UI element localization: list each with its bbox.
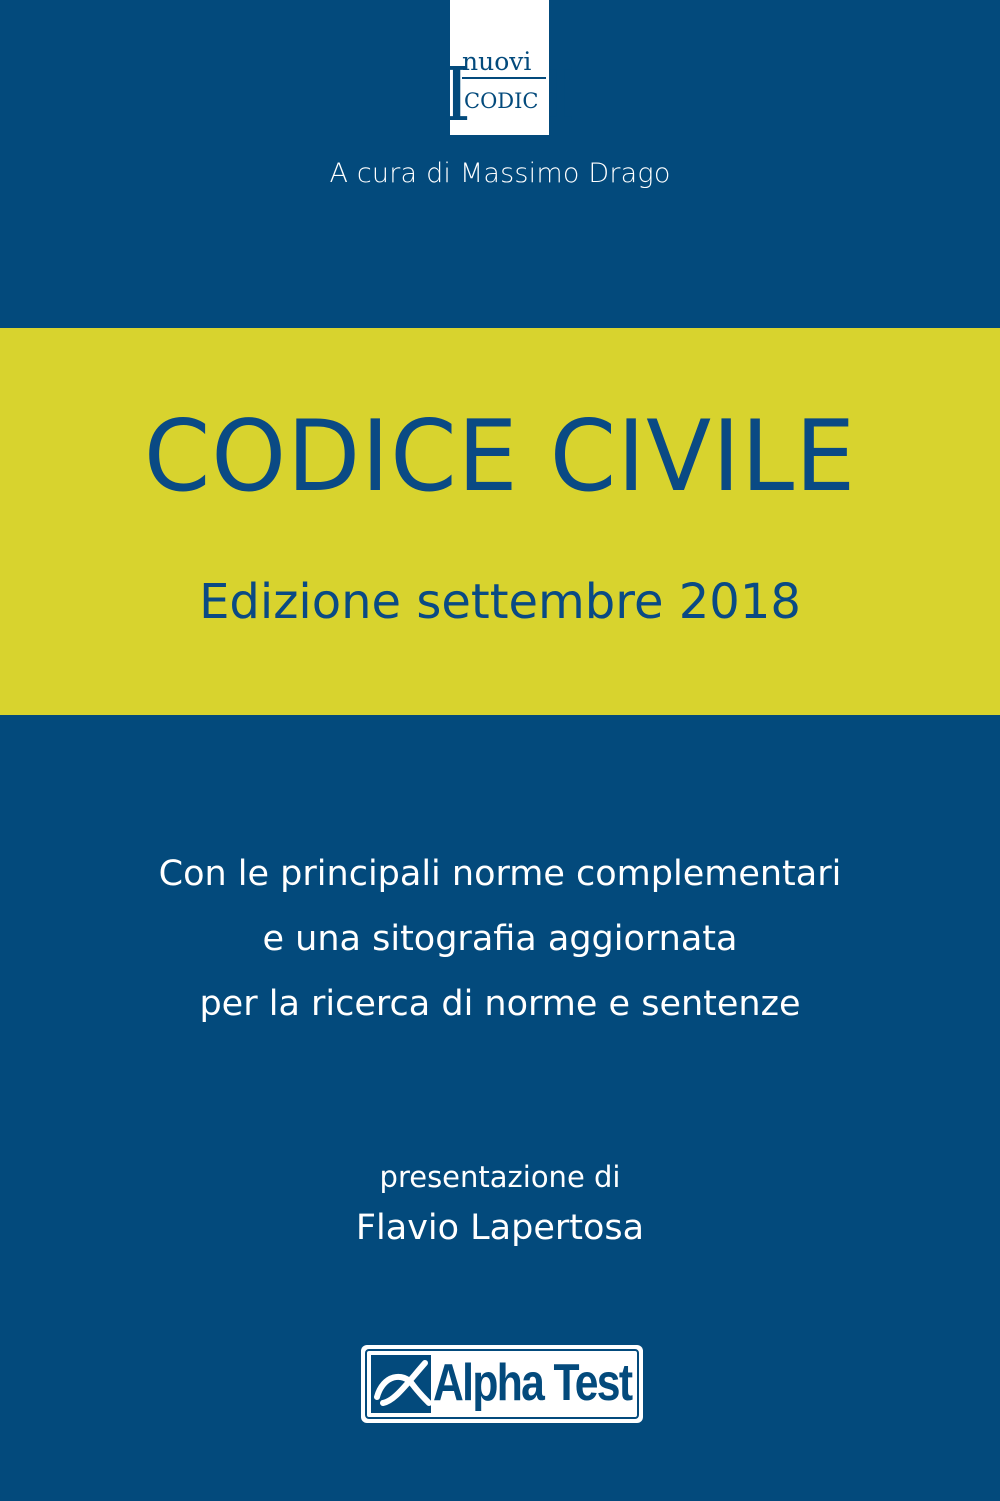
series-logo-mark (442, 0, 576, 138)
publisher-logo (361, 1345, 643, 1423)
book-title: CODICE CIVILE (143, 400, 857, 514)
publisher-name: Alpha Test (433, 1354, 632, 1412)
description-line-3: per la ricerca di norme e sentenze (199, 984, 801, 1024)
presenter-name: Flavio Lapertosa (355, 1208, 645, 1248)
series-logo-top-word: nuovi (462, 47, 532, 76)
description-line-2: e una sitografia aggiornata (262, 919, 738, 959)
title-band (0, 328, 1000, 715)
presenter-label: presentazione di (379, 1160, 621, 1194)
curator-credit: A cura di Massimo Drago (329, 158, 671, 189)
description-line-1: Con le principali norme complementari (158, 854, 842, 894)
series-logo-initial-left: I (442, 52, 472, 138)
alpha-swoosh-icon (369, 1353, 433, 1415)
series-logo-bottom-word: CODIC (464, 89, 539, 113)
description (0, 842, 1000, 1037)
edition-subtitle: Edizione settembre 2018 (199, 574, 801, 630)
series-logo-initial-right: I (546, 52, 576, 138)
series-logo (442, 0, 576, 138)
